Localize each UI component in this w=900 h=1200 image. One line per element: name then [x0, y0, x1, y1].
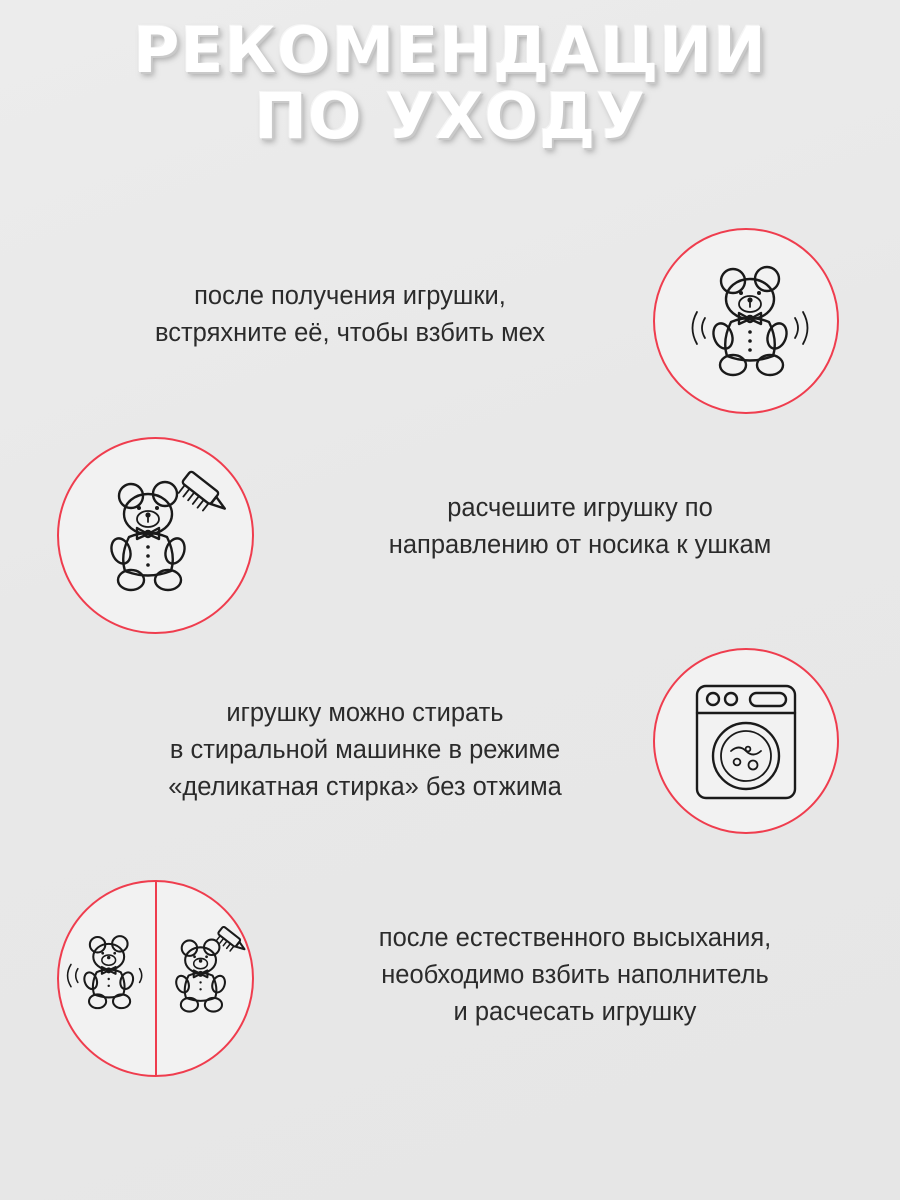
washing-machine-icon: [671, 666, 821, 816]
teddy-bear-comb-icon: [156, 919, 252, 1039]
step-1-line-2: встряхните её, чтобы взбить мех: [154, 318, 545, 347]
step-1-icon-circle: [653, 228, 839, 414]
step-3-line-2: в стиральной машинке в режиме: [169, 735, 561, 764]
step-2-line-2: направлению от носика к ушкам: [388, 530, 772, 559]
step-3-icon-circle: [653, 648, 839, 834]
step-4-line-1: после естественного высыхания,: [378, 924, 772, 952]
page-title: [0, 14, 900, 154]
teddy-bear-comb-icon: [76, 456, 236, 616]
teddy-bear-shake-icon: [671, 246, 821, 396]
step-3-text: [105, 695, 625, 806]
step-4-line-3: и расчесать игрушку: [453, 997, 697, 1026]
step-4-line-2: необходимо взбить наполнитель: [381, 960, 769, 989]
step-2-icon-circle: [57, 437, 254, 634]
step-3-line-1: игрушку можно стирать: [226, 699, 504, 727]
page-title-line-1: РЕКОМЕНДАЦИИ: [133, 14, 767, 87]
step-3-line-3: «деликатная стирка» без отжима: [168, 772, 562, 801]
step-2-text: [300, 490, 860, 564]
teddy-bear-shake-icon: [59, 919, 155, 1039]
step-1-line-1: после получения игрушки,: [194, 282, 506, 310]
step-4-icon-right-half: [156, 882, 253, 1075]
step-4-icon-left-half: [59, 882, 156, 1075]
step-4-icon-circle: [57, 880, 254, 1077]
step-1-text: [90, 278, 610, 352]
step-2-line-1: расчешите игрушку по: [447, 494, 713, 522]
page-title-line-2: ПО УХОДУ: [254, 80, 646, 154]
step-4-text: [290, 920, 860, 1031]
